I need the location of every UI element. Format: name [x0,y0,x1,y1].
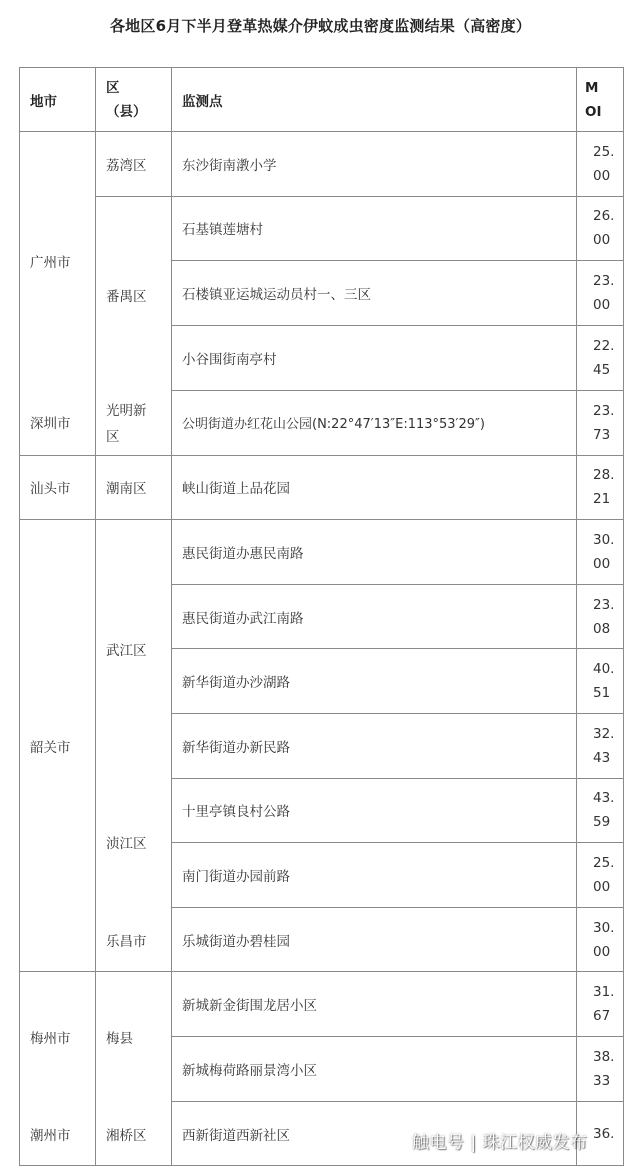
site-cell: 新华街道办沙湖路 [172,649,577,714]
moi-int: 30. [593,531,615,548]
moi-int: 23. [593,273,615,290]
moi-int: 22. [593,337,615,354]
header-district-line2: （县） [106,103,147,120]
city-shenzhen: 深圳市 [30,416,71,433]
moi-cell [577,455,624,520]
district-guangming-line1: 光明新 [106,402,147,419]
moi-dec: 21 [593,491,611,508]
site-cell: 新华街道办新民路 [172,713,577,778]
district-lechang: 乐昌市 [106,934,147,951]
moi-dec: 00 [593,878,611,895]
city-cell-guangzhou-shenzhen [20,132,96,456]
moi-cell [577,843,624,908]
district-liwan: 荔湾区 [96,132,172,197]
city-guangzhou: 广州市 [30,255,71,272]
header-district [96,68,172,132]
site-cell: 西新街道西新社区 [172,1101,577,1166]
moi-dec: 00 [593,232,611,249]
moi-cell [577,196,624,261]
table-row [20,520,624,585]
site-cell: 石基镇莲塘村 [172,196,577,261]
city-meizhou: 梅州市 [30,1031,71,1048]
moi-dec: 67 [593,1008,611,1025]
moi-cell [577,132,624,197]
header-site: 监测点 [172,68,577,132]
table-row [20,196,624,261]
district-panyu: 番禺区 [106,288,147,305]
source-watermark: 触电号 | 珠江权威发布 [412,1133,588,1153]
site-cell: 惠民街道办武江南路 [172,584,577,649]
moi-int: 26. [593,208,615,225]
moi-int: 38. [593,1048,615,1065]
moi-int: 31. [593,984,615,1001]
header-moi-line1: M [585,79,599,96]
moi-dec: 00 [593,167,611,184]
district-meixian: 梅县 [106,1031,133,1048]
district-zhenjiang: 浈江区 [106,836,147,853]
moi-int: 40. [593,661,615,678]
moi-int: 25. [593,854,615,871]
moi-cell [577,584,624,649]
district-xiangqiao: 湘桥区 [106,1128,147,1145]
district-wujiang: 武江区 [106,643,147,660]
site-cell: 石楼镇亚运城运动员村一、三区 [172,261,577,326]
moi-cell [577,713,624,778]
moi-int: 28. [593,467,615,484]
site-cell: 南门街道办园前路 [172,843,577,908]
site-cell: 十里亭镇良村公路 [172,778,577,843]
page-title: 各地区6月下半月登革热媒介伊蚊成虫密度监测结果（高密度） [109,17,532,35]
site-cell: 乐城街道办碧桂园 [172,907,577,972]
district-guangming [106,398,147,450]
moi-dec: 73 [593,426,611,443]
moi-dec: 00 [593,297,611,314]
table-row [20,132,624,197]
site-cell: 小谷围街南亭村 [172,326,577,391]
header-row [20,68,624,132]
moi-int: 30. [593,919,615,936]
moi-dec: 51 [593,685,611,702]
district-cell-panyu-guangming [96,196,172,455]
site-cell: 新城梅荷路丽景湾小区 [172,1037,577,1102]
moi-cell [577,390,624,455]
moi-cell [577,972,624,1037]
moi-dec: 00 [593,943,611,960]
moi-cell [577,649,624,714]
monitoring-table [19,67,624,1166]
header-city: 地市 [20,68,96,132]
moi-dec: 33 [593,1072,611,1089]
moi-int: 36. [593,1125,615,1142]
site-cell: 峡山街道上品花园 [172,455,577,520]
site-cell: 惠民街道办惠民南路 [172,520,577,585]
site-cell: 东沙街南漖小学 [172,132,577,197]
city-cell-shaoguan [20,520,96,972]
moi-cell [577,261,624,326]
district-cell-meizhou-chaozhou [96,972,172,1166]
moi-dec: 59 [593,814,611,831]
city-cell-meizhou-chaozhou [20,972,96,1166]
city-chaozhou: 潮州市 [30,1128,71,1145]
moi-int: 43. [593,790,615,807]
moi-int: 25. [593,143,615,160]
moi-dec: 08 [593,620,611,637]
site-cell: 新城新金街围龙居小区 [172,972,577,1037]
header-moi [577,68,624,132]
moi-cell [577,907,624,972]
city-shantou: 汕头市 [20,455,96,520]
district-chaonan: 潮南区 [96,455,172,520]
table-row [20,972,624,1037]
moi-dec: 45 [593,361,611,378]
header-district-line1: 区 [106,79,120,96]
district-cell-shaoguan [96,520,172,972]
moi-int: 23. [593,596,615,613]
header-moi-line2: OI [585,103,602,120]
district-guangming-line2: 区 [106,428,120,445]
moi-dec: 43 [593,749,611,766]
moi-dec: 00 [593,555,611,572]
moi-cell [577,326,624,391]
city-shaoguan: 韶关市 [30,740,71,757]
moi-cell [577,1037,624,1102]
moi-cell [577,520,624,585]
table-row [20,455,624,520]
moi-cell [577,778,624,843]
moi-int: 32. [593,725,615,742]
moi-int: 23. [593,402,615,419]
site-cell: 公明街道办红花山公园(N:22°47′13″E:113°53′29″) [172,390,577,455]
